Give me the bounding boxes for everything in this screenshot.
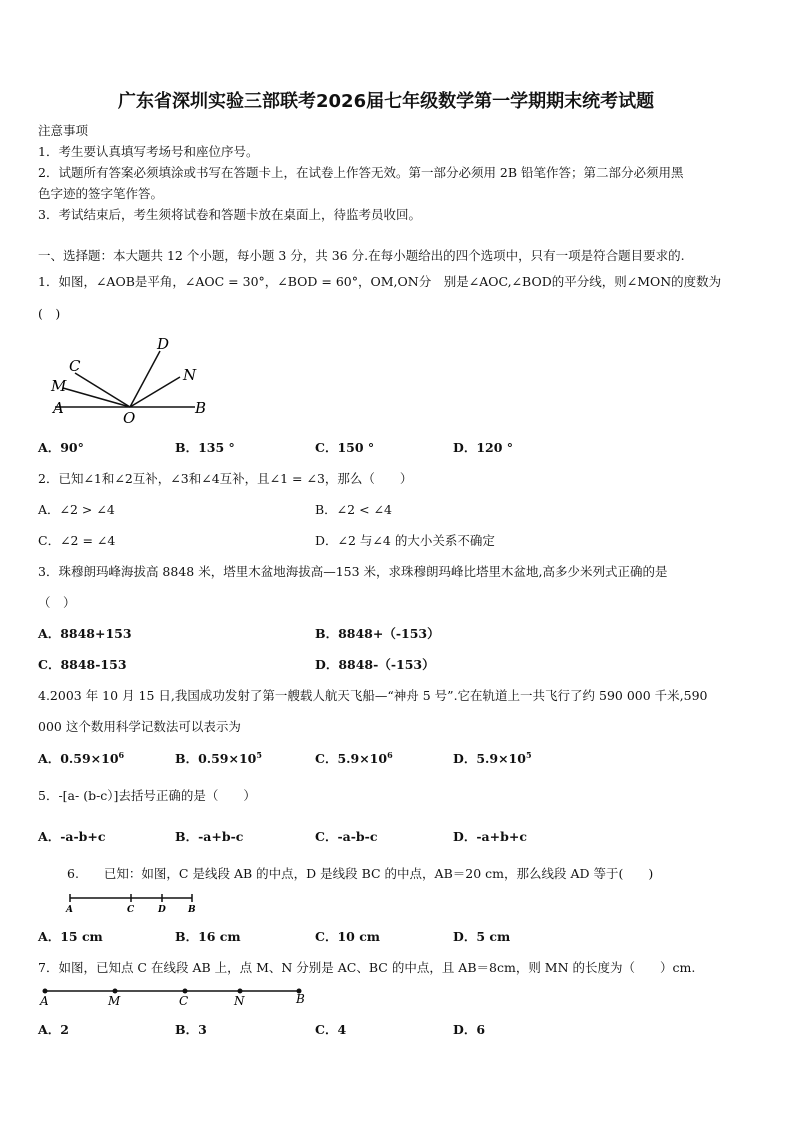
option-c: C．8848-153 — [38, 657, 127, 672]
option-c: C．150 ° — [315, 440, 375, 455]
question-6-figure — [62, 890, 202, 916]
question-2-stem: 2．已知∠1和∠2互补，∠3和∠4互补，且∠1 = ∠3，那么（ ） — [38, 471, 413, 486]
page-title: 广东省深圳实验三部联考2026届七年级数学第一学期期末统考试题 — [118, 91, 655, 112]
option-b: B．$0.59\times 10^5$ — [175, 749, 262, 766]
option-a: A．-a-b+c — [38, 829, 106, 844]
option-d: D．∠2 与∠4 的大小关系不确定 — [315, 533, 495, 548]
fig-label-c: C — [69, 357, 81, 375]
fig-label-b: B — [188, 905, 196, 915]
option-c: C．-a-b-c — [315, 829, 378, 844]
option-d: D．$5.9\times 10^5$ — [453, 749, 532, 766]
question-1-figure — [45, 333, 225, 428]
fig-label-a: A — [66, 905, 73, 915]
option-d: D．120 ° — [453, 440, 514, 455]
fig-label-d: D — [158, 905, 166, 915]
option-d: D．8848-（-153） — [315, 657, 435, 672]
question-4-stem: 4.2003 年 10 月 15 日,我国成功发射了第一艘载人航天飞船—“神舟 5 号”.它在轨道上一共飞行了约 590 000 千米,590 — [38, 688, 708, 703]
option-d: D．-a+b+c — [453, 829, 527, 844]
fig-label-a: A — [40, 994, 49, 1008]
option-b: B．8848+（-153） — [315, 626, 440, 641]
fig-label-c: C — [127, 905, 135, 915]
option-a: A．$0.59\times 10^6$ — [38, 749, 125, 766]
fig-label-o: O — [123, 409, 136, 427]
question-7-figure — [36, 983, 316, 1009]
option-c: C．$5.9\times 10^6$ — [315, 749, 393, 766]
question-1-paren: ( ) — [38, 306, 61, 321]
question-7-stem: 7．如图，已知点 C 在线段 AB 上，点 M、N 分别是 AC、BC 的中点，且 AB＝8cm，则 MN 的长度为（ ）cm. — [38, 960, 696, 975]
option-c: C．10 cm — [315, 929, 381, 944]
option-c: C．∠2 = ∠4 — [38, 533, 116, 548]
fig-label-d: D — [157, 335, 170, 353]
fig-label-m: M — [108, 994, 121, 1008]
section-heading: 一、选择题：本大题共 12 个小题，每小题 3 分，共 36 分.在每小题给出的四个选项中，只有一项是符合题目要求的. — [38, 248, 685, 263]
option-a: A．2 — [38, 1022, 69, 1037]
option-b: B．3 — [175, 1022, 207, 1037]
notice-item: 2．试题所有答案必须填涂或书写在答题卡上，在试卷上作答无效。第一部分必须用 2B 铅笔作答；第二部分必须用黑 — [38, 165, 684, 180]
option-b: B．135 ° — [175, 440, 235, 455]
fig-label-b: B — [296, 992, 305, 1006]
question-6-stem: 6. 已知：如图，C 是线段 AB 的中点，D 是线段 BC 的中点，AB＝20 cm，那么线段 AD 等于( ) — [67, 866, 654, 881]
option-a: A．∠2 > ∠4 — [38, 502, 115, 517]
option-b: B．∠2 < ∠4 — [315, 502, 392, 517]
notice-heading: 注意事项 — [38, 123, 89, 138]
question-1-stem: 1．如图，∠AOB是平角，∠AOC = 30°，∠BOD = 60°，OM,ON分 别是∠AOC,∠BOD的平分线，则∠MON的度数为 — [38, 274, 722, 289]
option-a: A．90° — [38, 440, 84, 455]
notice-item: 3．考试结束后，考生须将试卷和答题卡放在桌面上，待监考员收回。 — [38, 207, 421, 222]
question-5-stem: 5．-[a- (b-c）]去括号正确的是（ ） — [38, 788, 256, 803]
option-a: A．8848+153 — [38, 626, 132, 641]
fig-label-b: B — [195, 399, 207, 417]
notice-item: 色字迹的签字笔作答。 — [38, 186, 164, 201]
question-3-stem: 3．珠穆朗玛峰海拔高 8848 米，塔里木盆地海拔高—153 米，求珠穆朗玛峰比塔里木盆地,高多少米列式正确的是 — [38, 564, 668, 579]
option-b: B．16 cm — [175, 929, 241, 944]
option-a: A．15 cm — [38, 929, 103, 944]
option-b: B．-a+b-c — [175, 829, 244, 844]
fig-label-c: C — [179, 994, 189, 1008]
fig-label-n: N — [234, 994, 245, 1008]
fig-label-m: M — [51, 377, 67, 395]
question-4-stem-2: 000 这个数用科学记数法可以表示为 — [38, 719, 241, 734]
option-d: D．6 — [453, 1022, 486, 1037]
fig-label-n: N — [183, 366, 197, 384]
option-c: C．4 — [315, 1022, 347, 1037]
notice-item: 1．考生要认真填写考场号和座位序号。 — [38, 144, 259, 159]
fig-label-a: A — [53, 399, 64, 417]
question-3-paren: （ ） — [38, 595, 76, 610]
option-d: D．5 cm — [453, 929, 511, 944]
